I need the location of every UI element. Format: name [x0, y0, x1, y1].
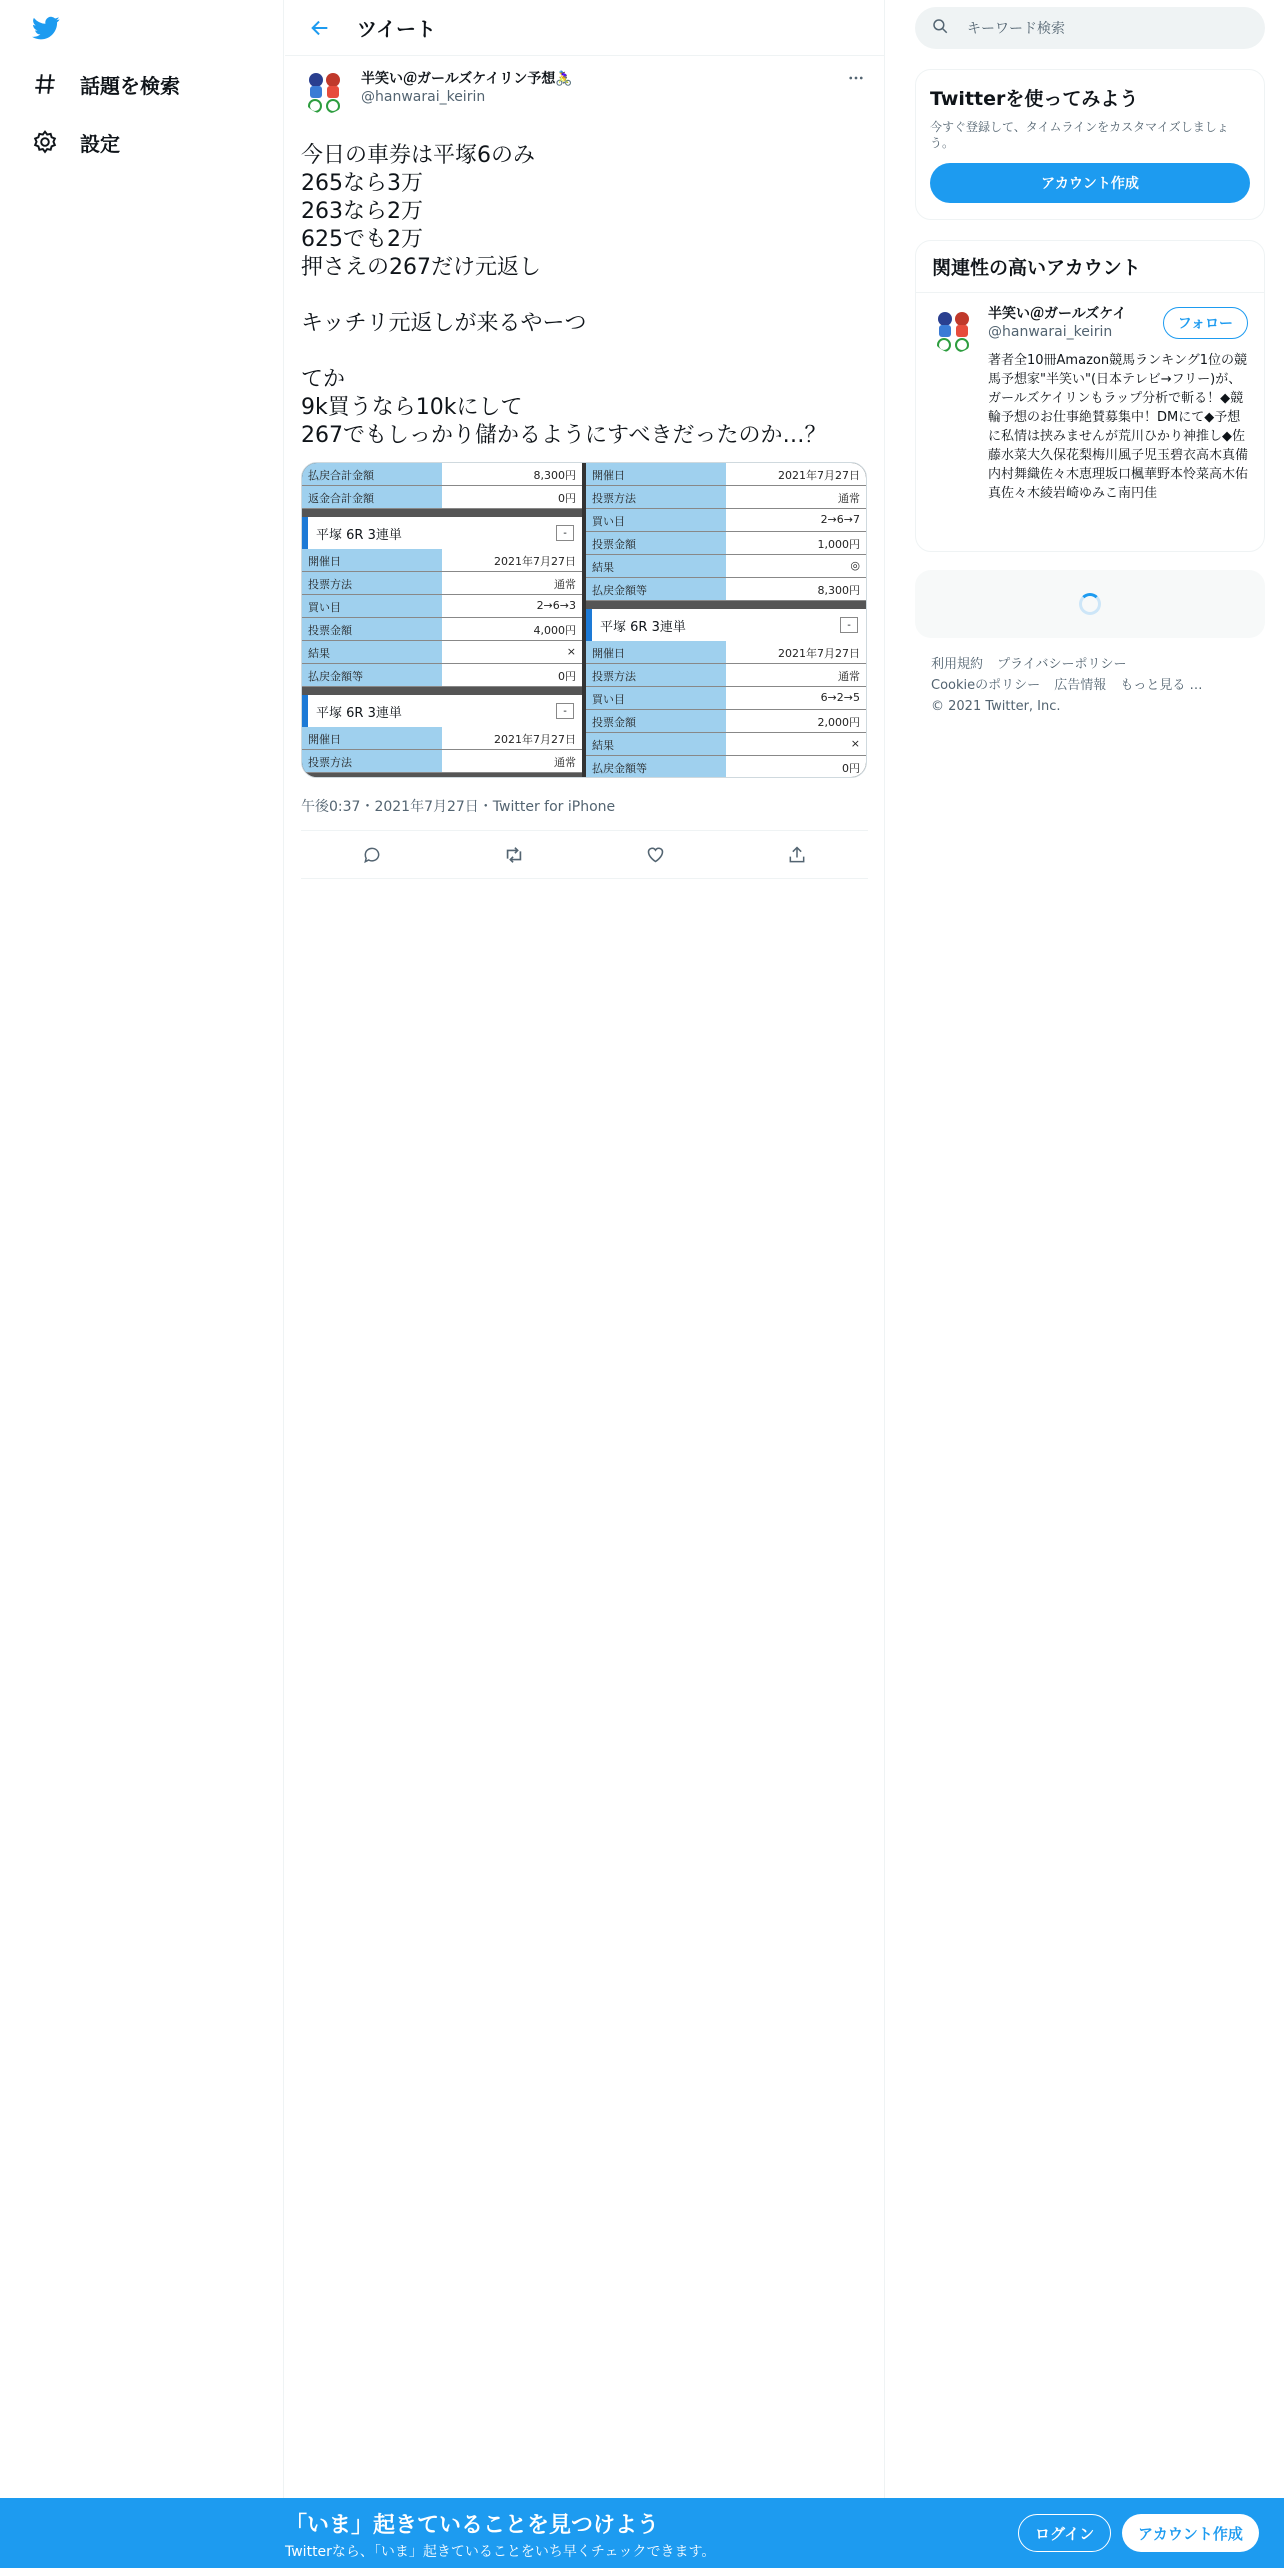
twitter-logo-icon[interactable]	[30, 14, 62, 42]
tweet-line	[301, 338, 868, 366]
table-row	[586, 578, 866, 601]
cell-key: 開催日	[586, 463, 726, 485]
signup-card-subtitle: 今すぐ登録して、タイムラインをカスタマイズしましょう。	[930, 120, 1229, 150]
like-icon[interactable]	[635, 835, 675, 875]
media-image-right[interactable]	[586, 463, 866, 777]
search-icon	[931, 17, 949, 39]
cell-value: 1,000円	[726, 532, 866, 554]
follow-button[interactable]: フォロー	[1163, 307, 1248, 339]
related-display-name[interactable]: 半笑い＠ガールズケイ	[988, 306, 1127, 322]
table-row	[586, 710, 866, 733]
table-row	[586, 756, 866, 777]
cell-key: 結果	[302, 641, 442, 663]
race-header	[302, 517, 582, 549]
footer-links	[915, 654, 1265, 717]
loading-panel	[915, 570, 1265, 638]
cell-value: 2→6→3	[442, 595, 582, 617]
related-bio: 著者全10冊Amazon競馬ランキング1位の競馬予想家"半笑い"(日本テレビ→フリー)が、ガールズケイリンもラップ分析で斬る！◆競輪予想のお仕事絶賛募集中！DMにて◆予想に私情は挟みませんが荒川ひかり神推し◆佐藤水菜大久保花梨梅川風子児玉碧衣高木真備内村舞織佐々木恵理坂口楓華野本怜菜高木佑真佐々木綾岩崎ゆみこ南円佳	[988, 353, 1249, 501]
retweet-icon[interactable]	[494, 835, 534, 875]
login-button[interactable]: ログイン	[1018, 2514, 1111, 2552]
footer-link[interactable]: プライバシーポリシー	[997, 657, 1127, 672]
cell-key: 投票金額	[586, 532, 726, 554]
cell-key: 投票方法	[586, 486, 726, 508]
hashtag-icon	[30, 69, 60, 99]
avatar[interactable]	[930, 305, 978, 353]
cell-key: 結果	[586, 555, 726, 577]
table-row	[586, 509, 866, 532]
username[interactable]: @hanwarai_keirin	[361, 89, 486, 105]
cell-value: ×	[726, 733, 866, 755]
related-username[interactable]: @hanwarai_keirin	[988, 324, 1113, 340]
cell-key: 払戻金額等	[302, 664, 442, 686]
table-row	[302, 486, 582, 509]
cell-value: 2021年7月27日	[442, 549, 582, 571]
cell-value: 通常	[442, 750, 582, 772]
tweet-line: 押さえの267だけ元返し	[301, 255, 541, 280]
table-row	[586, 641, 866, 664]
bottom-bar-subtitle: Twitterなら、「いま」起きていることをいち早くチェックできます。	[285, 2544, 716, 2560]
collapse-icon: -	[840, 617, 858, 633]
table-row	[302, 463, 582, 486]
avatar[interactable]	[301, 66, 349, 114]
nav-explore[interactable]	[30, 64, 180, 104]
cell-value: ◎	[726, 555, 866, 577]
table-row	[302, 727, 582, 750]
cell-key: 買い目	[586, 509, 726, 531]
tweet-line: 9k買うなら10kにして	[301, 395, 523, 420]
related-accounts-card	[915, 240, 1265, 552]
share-icon[interactable]	[777, 835, 817, 875]
main-column	[285, 0, 885, 2568]
cell-value: 通常	[726, 664, 866, 686]
race-header	[302, 695, 582, 727]
footer-link[interactable]: Cookieのポリシー	[931, 678, 1041, 693]
table-row	[302, 664, 582, 687]
table-row	[302, 549, 582, 572]
tweet-line: てか	[301, 367, 346, 392]
search-input[interactable]: キーワード検索	[967, 21, 1065, 37]
nav-settings-label: 設定	[80, 131, 120, 156]
create-account-button[interactable]: アカウント作成	[930, 163, 1250, 203]
display-name[interactable]: 半笑い＠ガールズケイリン予想🚴‍♀️	[361, 71, 573, 87]
cell-value: 8,300円	[442, 463, 582, 485]
bottom-signup-bar	[0, 2498, 1284, 2568]
cell-value: 4,000円	[442, 618, 582, 640]
cell-key: 投票金額	[586, 710, 726, 732]
cell-key: 投票方法	[586, 664, 726, 686]
tweet-line	[301, 282, 868, 310]
cell-key: 結果	[586, 733, 726, 755]
tweet	[285, 56, 884, 879]
table-row	[586, 733, 866, 756]
table-row	[586, 687, 866, 710]
media-image-left[interactable]	[302, 463, 582, 777]
tweet-actions	[301, 831, 868, 879]
race-title: 平塚 6R 3連単	[316, 527, 402, 543]
right-sidebar	[915, 0, 1265, 717]
tweet-line: 625でも2万	[301, 227, 423, 252]
tweet-line: 265なら3万	[301, 171, 423, 196]
cell-key: 返金合計金額	[302, 486, 442, 508]
table-row	[586, 555, 866, 578]
table-row	[302, 750, 582, 773]
signup-button[interactable]: アカウント作成	[1122, 2514, 1259, 2552]
cell-value: 0円	[442, 664, 582, 686]
cell-key: 開催日	[586, 641, 726, 663]
table-row	[586, 532, 866, 555]
cell-value: 8,300円	[726, 578, 866, 600]
cell-key: 買い目	[586, 687, 726, 709]
cell-value: 2021年7月27日	[726, 463, 866, 485]
signup-card-title: Twitterを使ってみよう	[930, 88, 1139, 110]
cell-key: 投票方法	[302, 750, 442, 772]
tweet-line: キッチリ元返しが来るやーつ	[301, 311, 587, 336]
cell-key: 開催日	[302, 549, 442, 571]
footer-link[interactable]: もっと見る …	[1120, 678, 1203, 693]
reply-icon[interactable]	[352, 835, 392, 875]
cell-key: 払戻金額等	[586, 578, 726, 600]
cell-value: 通常	[726, 486, 866, 508]
table-row	[302, 595, 582, 618]
cell-key: 買い目	[302, 595, 442, 617]
cell-key: 投票金額	[302, 618, 442, 640]
cell-value: 0円	[726, 756, 866, 777]
collapse-icon: -	[556, 525, 574, 541]
table-row	[302, 641, 582, 664]
cell-key: 開催日	[302, 727, 442, 749]
footer-link[interactable]: 広告情報	[1054, 678, 1107, 693]
table-row	[586, 463, 866, 486]
left-nav	[0, 0, 284, 2568]
cell-value: ×	[442, 641, 582, 663]
loading-spinner-icon	[1079, 593, 1101, 615]
tweet-line: 263なら2万	[301, 199, 423, 224]
tweet-author	[301, 66, 868, 118]
table-row	[586, 664, 866, 687]
bottom-bar-title: 「いま」起きていることを見つけよう	[285, 2513, 660, 2538]
cell-value: 2021年7月27日	[726, 641, 866, 663]
related-accounts-title: 関連性の高いアカウント	[916, 241, 1264, 293]
cell-value: 2→6→7	[726, 509, 866, 531]
main-header	[285, 0, 884, 56]
collapse-icon: -	[556, 703, 574, 719]
cell-value: 2021年7月27日	[442, 727, 582, 749]
race-title: 平塚 6R 3連単	[600, 619, 686, 635]
tweet-text	[301, 142, 868, 450]
cell-key: 投票方法	[302, 572, 442, 594]
tweet-line: 267でもしっかり儲かるようにすべきだったのか…？	[301, 423, 827, 448]
cell-value: 通常	[442, 572, 582, 594]
cell-key: 払戻合計金額	[302, 463, 442, 485]
tweet-timestamp[interactable]: 午後0:37・2021年7月27日・Twitter for iPhone	[301, 796, 868, 831]
search-box[interactable]	[915, 7, 1265, 49]
cell-value: 0円	[442, 486, 582, 508]
footer-link[interactable]: 利用規約	[931, 657, 984, 672]
race-header	[586, 609, 866, 641]
signup-card	[915, 69, 1265, 220]
table-row	[302, 572, 582, 595]
copyright: © 2021 Twitter, Inc.	[931, 699, 1061, 714]
gear-icon	[30, 127, 60, 157]
tweet-line: 今日の車券は平塚6のみ	[301, 143, 535, 168]
cell-value: 2,000円	[726, 710, 866, 732]
more-options-icon[interactable]	[844, 66, 868, 90]
race-title: 平塚 6R 3連単	[316, 705, 402, 721]
related-account[interactable]	[916, 293, 1264, 551]
cell-key: 払戻金額等	[586, 756, 726, 777]
cell-value: 6→2→5	[726, 687, 866, 709]
table-row	[302, 618, 582, 641]
nav-explore-label: 話題を検索	[80, 73, 180, 98]
back-arrow-icon[interactable]	[305, 13, 335, 43]
tweet-media[interactable]	[301, 462, 867, 778]
nav-settings[interactable]	[30, 122, 120, 162]
page-title: ツイート	[357, 17, 436, 41]
table-row	[586, 486, 866, 509]
